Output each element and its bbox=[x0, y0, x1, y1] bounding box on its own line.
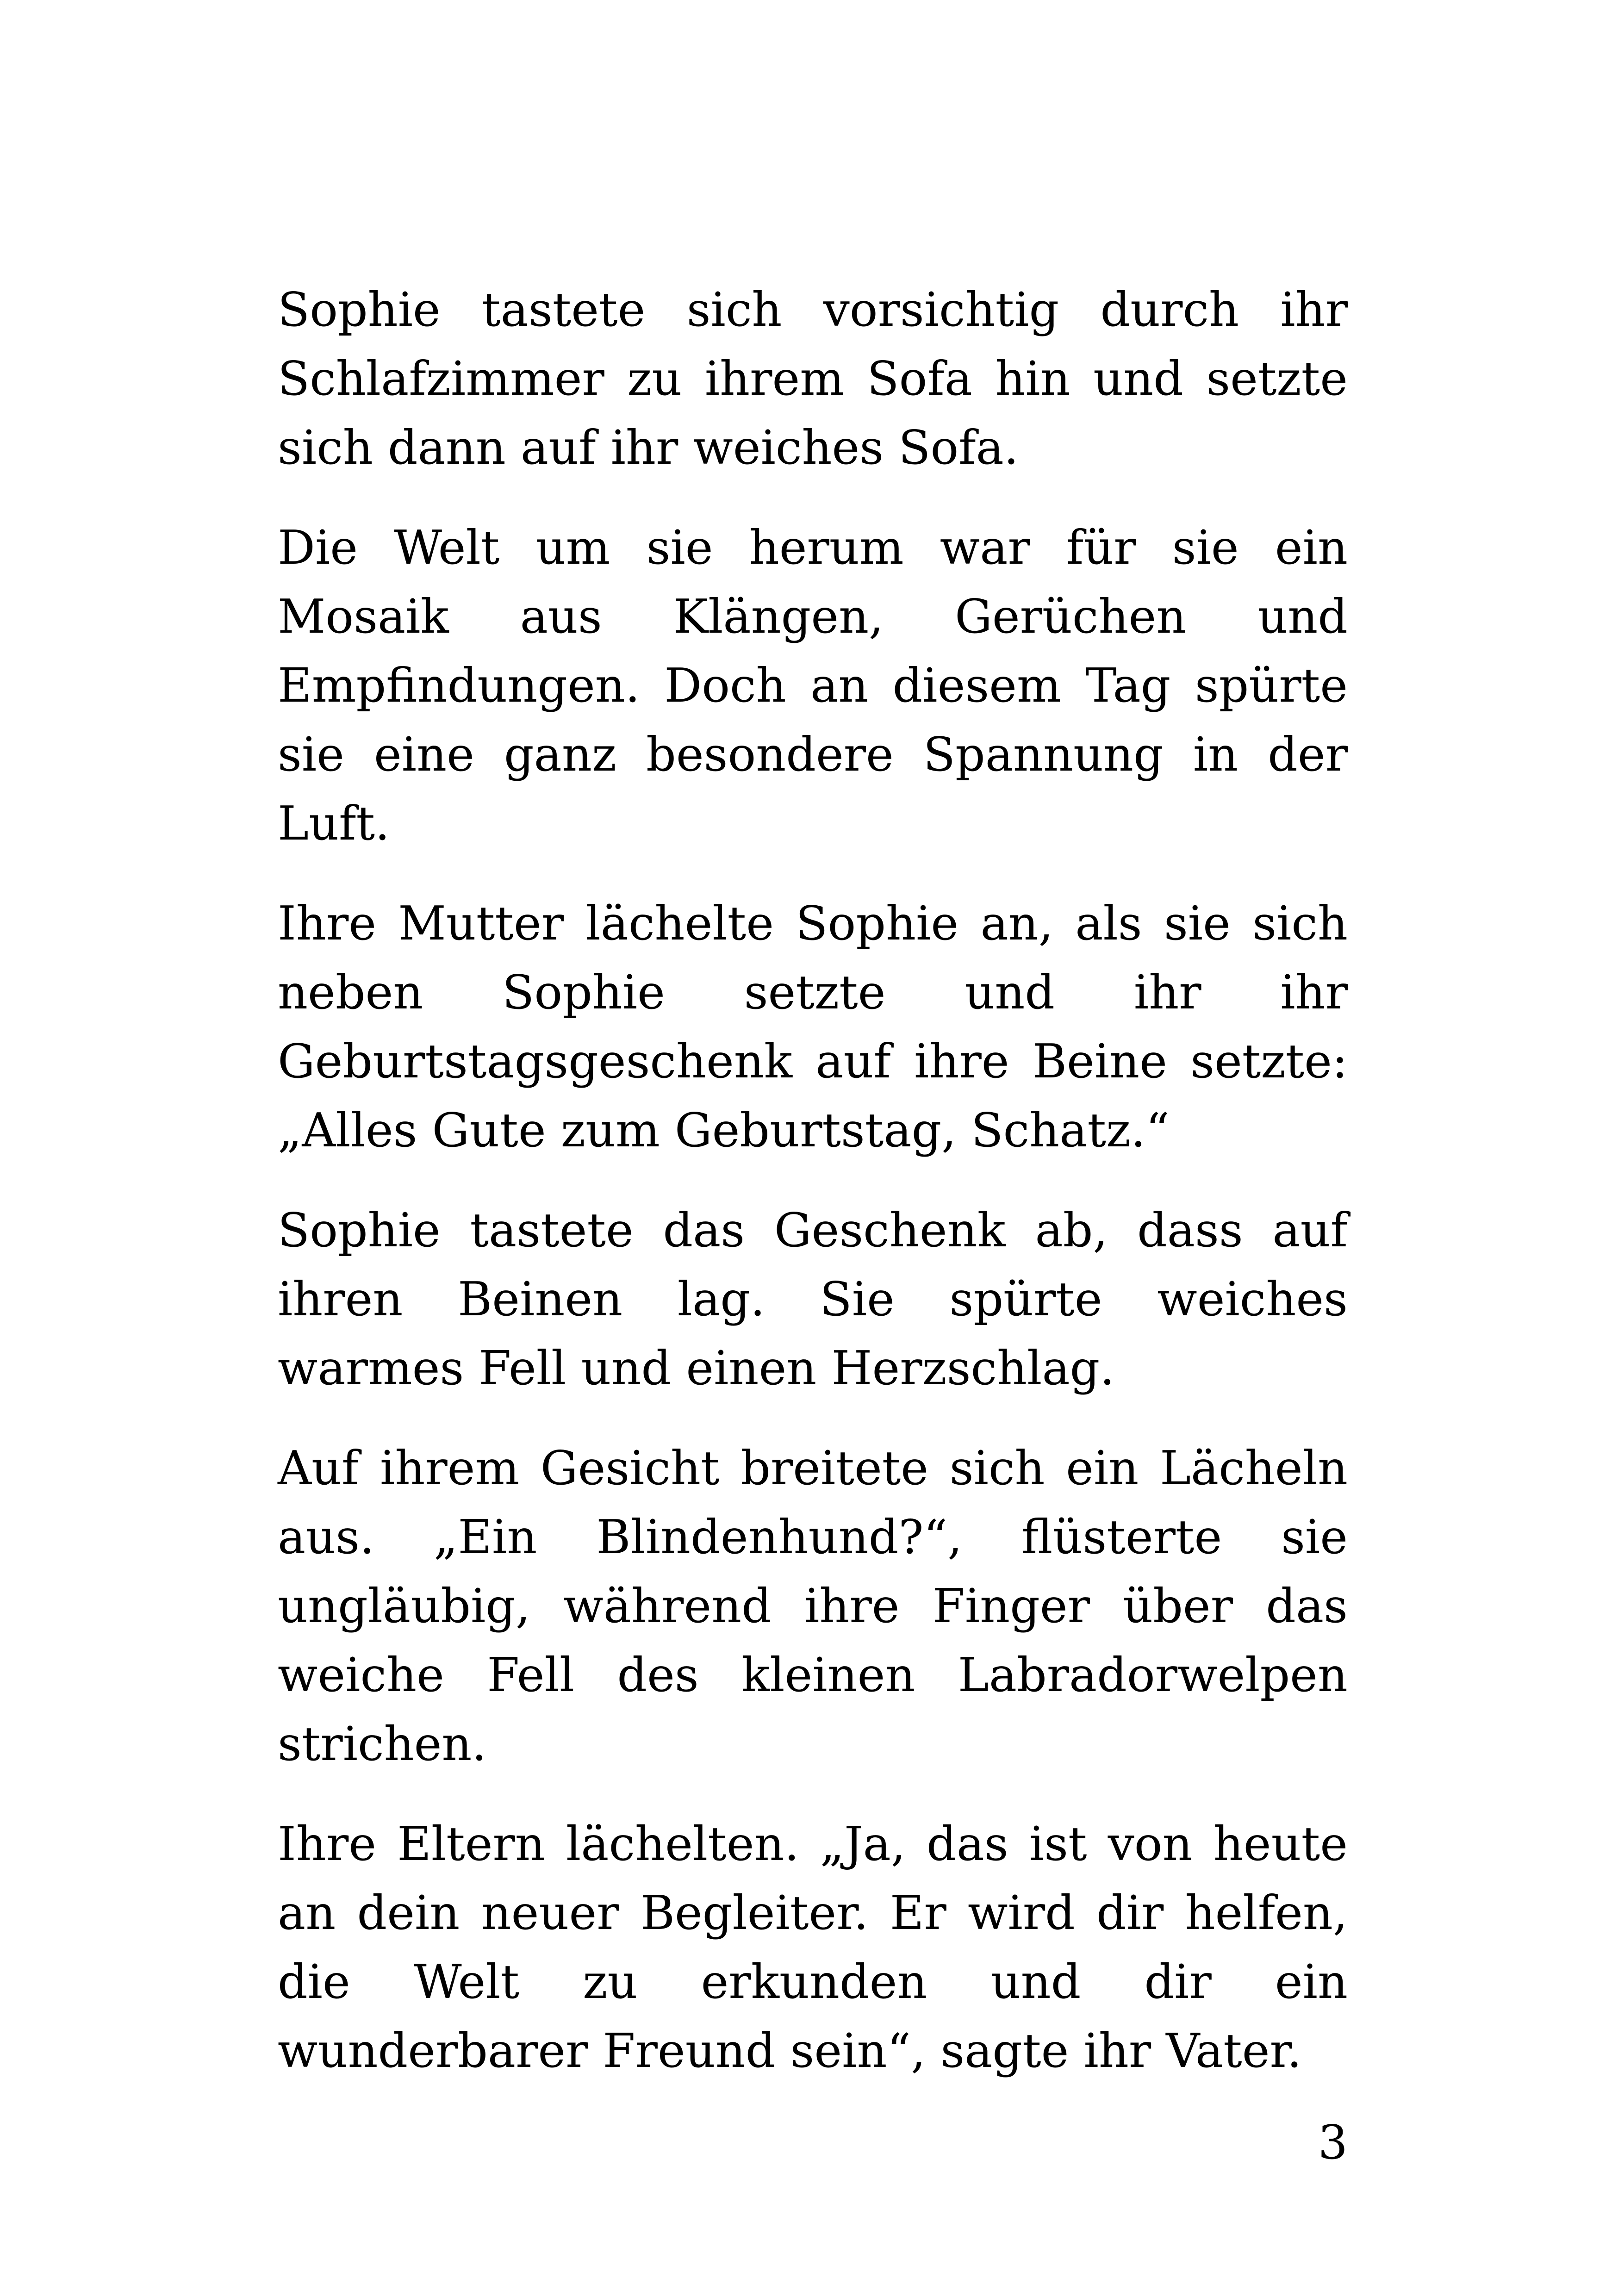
paragraph-2: Die Welt um sie herum war für sie ein Mosaik aus Klängen, Gerüchen und Empfindungen. Doch an diesem Tag spürte sie eine ganz besondere Spannung in der Luft. bbox=[278, 520, 1348, 851]
paragraph-6: Ihre Eltern lächelten. „Ja, das ist von heute an dein neuer Begleiter. Er wird dir helfen, die Welt zu erkunden und dir ein wunderbarer Freund sein“, sagte ihr Vater. bbox=[278, 1817, 1348, 2078]
paragraph-3: Ihre Mutter lächelte Sophie an, als sie sich neben Sophie setzte und ihr ihr Geburtstagsgeschenk auf ihre Beine setzte: „Alles Gute zum Geburtstag, Schatz.“ bbox=[278, 896, 1348, 1157]
paragraph-4: Sophie tastete das Geschenk ab, dass auf ihren Beinen lag. Sie spürte weiches warmes Fell und einen Herzschlag. bbox=[278, 1203, 1348, 1395]
page-number: 3 bbox=[1318, 2115, 1348, 2170]
body-text bbox=[278, 275, 1348, 2116]
paragraph-5: Auf ihrem Gesicht breitete sich ein Lächeln aus. „Ein Blindenhund?“, flüsterte sie ungläubig, während ihre Finger über das weiche Fell des kleinen Labradorwelpen strichen. bbox=[278, 1441, 1348, 1771]
paragraph-1: Sophie tastete sich vorsichtig durch ihr Schlafzimmer zu ihrem Sofa hin und setzte sich dann auf ihr weiches Sofa. bbox=[278, 282, 1348, 475]
